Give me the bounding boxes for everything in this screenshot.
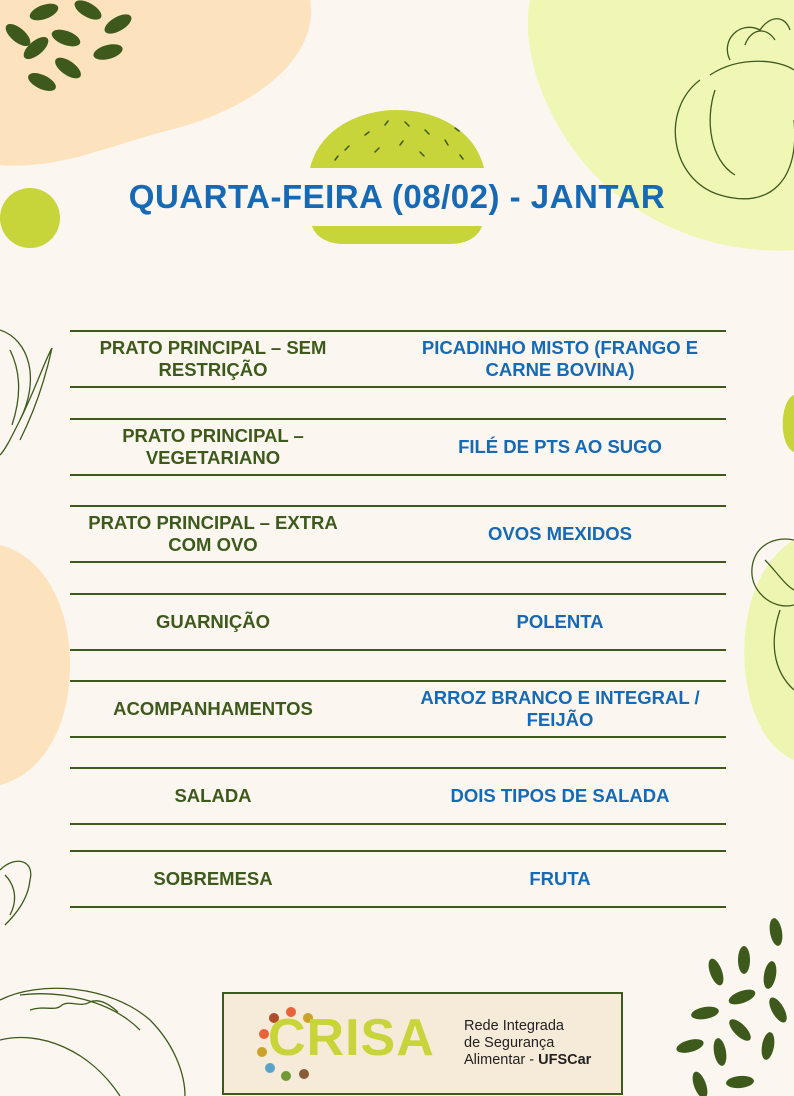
menu-row <box>70 593 726 651</box>
taco-illustration <box>0 988 185 1096</box>
menu-row-label: PRATO PRINCIPAL – EXTRA COM OVO <box>88 512 338 555</box>
menu-row <box>70 505 726 563</box>
menu-row-label: SALADA <box>174 785 252 806</box>
seeds-bottom-right <box>675 917 790 1096</box>
org-name-line: de Segurança <box>464 1035 555 1051</box>
page-title: QUARTA-FEIRA (08/02) - JANTAR <box>128 178 666 215</box>
org-name-line <box>464 1052 591 1069</box>
crisa-logo-word: CRISA <box>268 1009 435 1067</box>
burger-illustration <box>310 110 484 244</box>
menu-row-value: POLENTA <box>516 611 604 632</box>
menu-row <box>70 330 726 388</box>
menu-row-value: DOIS TIPOS DE SALADA <box>450 785 670 806</box>
menu-row <box>70 680 726 738</box>
leaf-illustration-left <box>0 330 52 455</box>
menu-row-value: FRUTA <box>529 868 591 889</box>
menu-row-value: FILÉ DE PTS AO SUGO <box>458 436 662 457</box>
menu-row <box>70 418 726 476</box>
menu-row-label: GUARNIÇÃO <box>155 611 271 632</box>
menu-row-value: ARROZ BRANCO E INTEGRAL / FEIJÃO <box>420 687 700 730</box>
menu-row-label: ACOMPANHAMENTOS <box>113 698 313 719</box>
crisa-logo-box <box>222 992 623 1095</box>
menu-row-value: PICADINHO MISTO (FRANGO E CARNE BOVINA) <box>421 337 699 380</box>
menu-row-value: OVOS MEXIDOS <box>488 523 632 544</box>
menu-row <box>70 850 726 908</box>
menu-row-label: SOBREMESA <box>153 868 273 889</box>
org-name-prefix: Alimentar - <box>464 1052 539 1068</box>
org-name <box>464 1018 591 1069</box>
leaf-illustration-small <box>0 861 31 925</box>
menu-row-label: PRATO PRINCIPAL – VEGETARIANO <box>122 425 304 468</box>
org-name-line: Rede Integrada <box>464 1018 564 1034</box>
peach-blob-left <box>0 545 70 785</box>
menu-row-label: PRATO PRINCIPAL – SEM RESTRIÇÃO <box>99 337 327 380</box>
menu-row <box>70 767 726 825</box>
lime-dot-right <box>783 395 794 452</box>
org-name-university: UFSCar <box>538 1052 592 1068</box>
